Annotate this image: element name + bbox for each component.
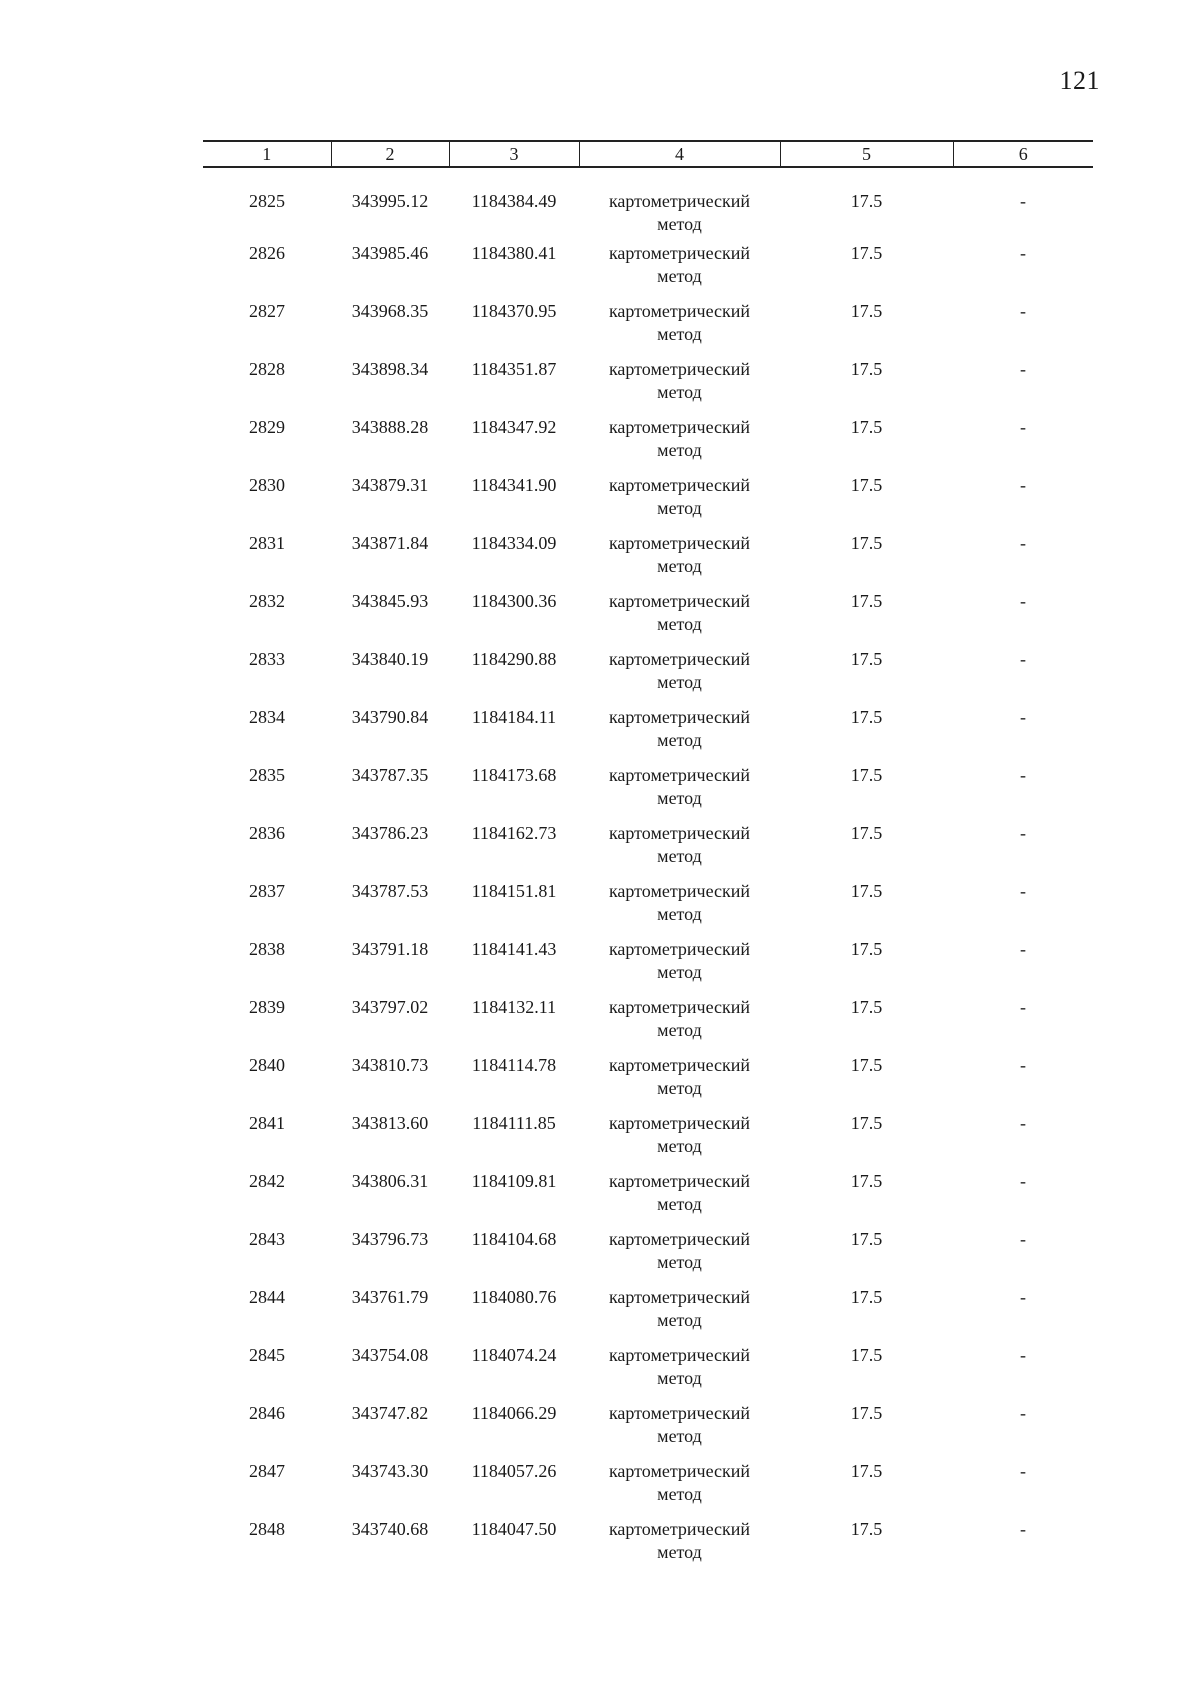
- table-row: [203, 410, 1093, 468]
- method-line-2: метод: [657, 1484, 702, 1504]
- x-coordinate-cell: 343840.19: [351, 649, 429, 669]
- method-cell: [579, 874, 780, 932]
- x-coordinate-cell: 343985.46: [351, 243, 429, 263]
- method-line-1: картометрический: [608, 533, 751, 553]
- x-coordinate-cell: 343747.82: [351, 1403, 429, 1423]
- table-row: [203, 468, 1093, 526]
- y-coordinate-cell: 1184047.50: [471, 1519, 557, 1539]
- method-line-1: картометрический: [608, 417, 751, 437]
- point-number-cell: 2848: [249, 1519, 285, 1539]
- method-line-1: картометрический: [608, 1055, 751, 1075]
- method-line-2: метод: [657, 1078, 702, 1098]
- table-row: [203, 990, 1093, 1048]
- method-line-2: метод: [657, 266, 702, 286]
- table-row: [203, 1280, 1093, 1338]
- note-cell: -: [1020, 765, 1026, 785]
- method-line-2: метод: [657, 1542, 702, 1562]
- accuracy-cell: 17.5: [850, 1461, 883, 1481]
- method-cell: [579, 1280, 780, 1338]
- table-row: [203, 874, 1093, 932]
- note-cell: -: [1020, 243, 1026, 263]
- method-line-2: метод: [657, 214, 702, 234]
- method-line-1: картометрический: [608, 1519, 751, 1539]
- note-cell: -: [1020, 1229, 1026, 1249]
- table-row: [203, 352, 1093, 410]
- accuracy-cell: 17.5: [850, 1113, 883, 1133]
- y-coordinate-cell: 1184104.68: [471, 1229, 557, 1249]
- method-line-2: метод: [657, 1426, 702, 1446]
- method-line-2: метод: [657, 904, 702, 924]
- note-cell: -: [1020, 1403, 1026, 1423]
- method-line-2: метод: [657, 1310, 702, 1330]
- point-number-cell: 2846: [249, 1403, 285, 1423]
- accuracy-cell: 17.5: [850, 591, 883, 611]
- method-cell: [579, 816, 780, 874]
- method-cell: [579, 167, 780, 236]
- method-line-2: метод: [657, 1252, 702, 1272]
- point-number-cell: 2840: [249, 1055, 285, 1075]
- point-number-cell: 2834: [249, 707, 285, 727]
- point-number-cell: 2827: [249, 301, 285, 321]
- table-row: [203, 1106, 1093, 1164]
- method-line-2: метод: [657, 1020, 702, 1040]
- note-cell: -: [1020, 939, 1026, 959]
- method-line-2: метод: [657, 324, 702, 344]
- method-line-2: метод: [657, 846, 702, 866]
- point-number-cell: 2830: [249, 475, 285, 495]
- method-line-1: картометрический: [608, 649, 751, 669]
- note-cell: -: [1020, 1171, 1026, 1191]
- note-cell: -: [1020, 649, 1026, 669]
- point-number-cell: 2847: [249, 1461, 285, 1481]
- table-row: [203, 1338, 1093, 1396]
- method-cell: [579, 700, 780, 758]
- table-row: [203, 816, 1093, 874]
- page-number: 121: [1059, 66, 1100, 95]
- method-line-1: картометрический: [608, 475, 751, 495]
- column-header-1: 1: [203, 141, 331, 167]
- y-coordinate-cell: 1184162.73: [471, 823, 557, 843]
- table-row: [203, 1396, 1093, 1454]
- note-cell: -: [1020, 1519, 1026, 1539]
- table-row: [203, 526, 1093, 584]
- x-coordinate-cell: 343871.84: [351, 533, 429, 553]
- table-row: [203, 584, 1093, 642]
- accuracy-cell: 17.5: [850, 417, 883, 437]
- point-number-cell: 2828: [249, 359, 285, 379]
- point-number-cell: 2831: [249, 533, 285, 553]
- method-line-1: картометрический: [608, 1461, 751, 1481]
- note-cell: -: [1020, 301, 1026, 321]
- x-coordinate-cell: 343786.23: [351, 823, 429, 843]
- note-cell: -: [1020, 1055, 1026, 1075]
- method-line-1: картометрический: [608, 997, 751, 1017]
- accuracy-cell: 17.5: [850, 939, 883, 959]
- method-line-1: картометрический: [608, 191, 751, 211]
- y-coordinate-cell: 1184074.24: [471, 1345, 557, 1365]
- accuracy-cell: 17.5: [850, 1345, 883, 1365]
- table-row: [203, 758, 1093, 816]
- method-line-2: метод: [657, 614, 702, 634]
- note-cell: -: [1020, 997, 1026, 1017]
- method-cell: [579, 1106, 780, 1164]
- x-coordinate-cell: 343797.02: [351, 997, 429, 1017]
- method-line-1: картометрический: [608, 1403, 751, 1423]
- table-row: [203, 700, 1093, 758]
- point-number-cell: 2826: [249, 243, 285, 263]
- method-line-1: картометрический: [608, 881, 751, 901]
- x-coordinate-cell: 343787.35: [351, 765, 429, 785]
- x-coordinate-cell: 343790.84: [351, 707, 429, 727]
- table-row: [203, 1164, 1093, 1222]
- method-line-1: картометрический: [608, 939, 751, 959]
- y-coordinate-cell: 1184111.85: [472, 1113, 556, 1133]
- method-line-2: метод: [657, 498, 702, 518]
- accuracy-cell: 17.5: [850, 533, 883, 553]
- accuracy-cell: 17.5: [850, 243, 883, 263]
- point-number-cell: 2832: [249, 591, 285, 611]
- method-line-1: картометрический: [608, 765, 751, 785]
- table-header: [203, 141, 1093, 167]
- method-cell: [579, 1396, 780, 1454]
- x-coordinate-cell: 343810.73: [351, 1055, 429, 1075]
- method-cell: [579, 468, 780, 526]
- method-line-2: метод: [657, 382, 702, 402]
- table-row: [203, 236, 1093, 294]
- note-cell: -: [1020, 1287, 1026, 1307]
- method-cell: [579, 1512, 780, 1570]
- accuracy-cell: 17.5: [850, 1229, 883, 1249]
- note-cell: -: [1020, 417, 1026, 437]
- x-coordinate-cell: 343995.12: [351, 191, 429, 211]
- table-row: [203, 1454, 1093, 1512]
- method-cell: [579, 990, 780, 1048]
- y-coordinate-cell: 1184057.26: [471, 1461, 557, 1481]
- method-line-1: картометрический: [608, 1171, 751, 1191]
- note-cell: -: [1020, 1345, 1026, 1365]
- x-coordinate-cell: 343888.28: [351, 417, 429, 437]
- method-line-1: картометрический: [608, 301, 751, 321]
- y-coordinate-cell: 1184114.78: [471, 1055, 557, 1075]
- x-coordinate-cell: 343879.31: [351, 475, 429, 495]
- x-coordinate-cell: 343791.18: [351, 939, 429, 959]
- point-number-cell: 2835: [249, 765, 285, 785]
- y-coordinate-cell: 1184380.41: [471, 243, 557, 263]
- table-row: [203, 167, 1093, 236]
- table-row: [203, 1222, 1093, 1280]
- point-number-cell: 2825: [249, 191, 285, 211]
- point-number-cell: 2842: [249, 1171, 285, 1191]
- table-row: [203, 932, 1093, 990]
- accuracy-cell: 17.5: [850, 997, 883, 1017]
- method-cell: [579, 758, 780, 816]
- y-coordinate-cell: 1184109.81: [471, 1171, 557, 1191]
- y-coordinate-cell: 1184290.88: [471, 649, 557, 669]
- method-line-1: картометрический: [608, 243, 751, 263]
- accuracy-cell: 17.5: [850, 475, 883, 495]
- note-cell: -: [1020, 475, 1026, 495]
- accuracy-cell: 17.5: [850, 1171, 883, 1191]
- method-line-2: метод: [657, 556, 702, 576]
- x-coordinate-cell: 343845.93: [351, 591, 429, 611]
- point-number-cell: 2844: [249, 1287, 285, 1307]
- method-line-1: картометрический: [608, 1229, 751, 1249]
- table-row: [203, 1048, 1093, 1106]
- method-line-2: метод: [657, 1194, 702, 1214]
- x-coordinate-cell: 343813.60: [351, 1113, 429, 1133]
- point-number-cell: 2833: [249, 649, 285, 669]
- point-number-cell: 2837: [249, 881, 285, 901]
- point-number-cell: 2845: [249, 1345, 285, 1365]
- method-cell: [579, 1222, 780, 1280]
- method-cell: [579, 352, 780, 410]
- accuracy-cell: 17.5: [850, 191, 883, 211]
- accuracy-cell: 17.5: [850, 1403, 883, 1423]
- note-cell: -: [1020, 359, 1026, 379]
- y-coordinate-cell: 1184370.95: [471, 301, 557, 321]
- method-cell: [579, 1164, 780, 1222]
- accuracy-cell: 17.5: [850, 301, 883, 321]
- column-header-4: 4: [579, 141, 780, 167]
- note-cell: -: [1020, 823, 1026, 843]
- point-number-cell: 2839: [249, 997, 285, 1017]
- y-coordinate-cell: 1184080.76: [471, 1287, 557, 1307]
- y-coordinate-cell: 1184184.11: [471, 707, 557, 727]
- method-line-1: картометрический: [608, 591, 751, 611]
- x-coordinate-cell: 343787.53: [351, 881, 429, 901]
- column-header-6: 6: [953, 141, 1093, 167]
- column-header-3: 3: [449, 141, 579, 167]
- method-cell: [579, 642, 780, 700]
- y-coordinate-cell: 1184132.11: [471, 997, 557, 1017]
- method-cell: [579, 1454, 780, 1512]
- table-body: [203, 167, 1093, 1570]
- accuracy-cell: 17.5: [850, 881, 883, 901]
- note-cell: -: [1020, 881, 1026, 901]
- x-coordinate-cell: 343806.31: [351, 1171, 429, 1191]
- method-line-1: картометрический: [608, 823, 751, 843]
- x-coordinate-cell: 343740.68: [351, 1519, 429, 1539]
- method-line-2: метод: [657, 788, 702, 808]
- y-coordinate-cell: 1184300.36: [471, 591, 557, 611]
- x-coordinate-cell: 343898.34: [351, 359, 429, 379]
- accuracy-cell: 17.5: [850, 649, 883, 669]
- table-row: [203, 294, 1093, 352]
- point-number-cell: 2843: [249, 1229, 285, 1249]
- header-row: [203, 141, 1093, 167]
- point-number-cell: 2829: [249, 417, 285, 437]
- method-line-2: метод: [657, 962, 702, 982]
- x-coordinate-cell: 343968.35: [351, 301, 429, 321]
- accuracy-cell: 17.5: [850, 359, 883, 379]
- method-cell: [579, 1048, 780, 1106]
- method-line-2: метод: [657, 672, 702, 692]
- method-line-1: картометрический: [608, 1113, 751, 1133]
- accuracy-cell: 17.5: [850, 823, 883, 843]
- method-line-2: метод: [657, 1136, 702, 1156]
- y-coordinate-cell: 1184334.09: [471, 533, 557, 553]
- note-cell: -: [1020, 1113, 1026, 1133]
- method-cell: [579, 1338, 780, 1396]
- method-cell: [579, 236, 780, 294]
- method-line-2: метод: [657, 730, 702, 750]
- coordinates-table: [203, 140, 1093, 1570]
- point-number-cell: 2838: [249, 939, 285, 959]
- accuracy-cell: 17.5: [850, 707, 883, 727]
- note-cell: -: [1020, 591, 1026, 611]
- accuracy-cell: 17.5: [850, 765, 883, 785]
- y-coordinate-cell: 1184151.81: [471, 881, 557, 901]
- method-cell: [579, 294, 780, 352]
- column-header-2: 2: [331, 141, 449, 167]
- column-header-5: 5: [780, 141, 953, 167]
- method-line-1: картометрический: [608, 1345, 751, 1365]
- method-line-2: метод: [657, 440, 702, 460]
- table-row: [203, 1512, 1093, 1570]
- y-coordinate-cell: 1184384.49: [471, 191, 557, 211]
- accuracy-cell: 17.5: [850, 1519, 883, 1539]
- accuracy-cell: 17.5: [850, 1055, 883, 1075]
- method-cell: [579, 584, 780, 642]
- y-coordinate-cell: 1184173.68: [471, 765, 557, 785]
- y-coordinate-cell: 1184141.43: [471, 939, 557, 959]
- point-number-cell: 2841: [249, 1113, 285, 1133]
- method-line-1: картометрический: [608, 707, 751, 727]
- x-coordinate-cell: 343761.79: [351, 1287, 429, 1307]
- method-line-1: картометрический: [608, 1287, 751, 1307]
- note-cell: -: [1020, 1461, 1026, 1481]
- note-cell: -: [1020, 707, 1026, 727]
- x-coordinate-cell: 343754.08: [351, 1345, 429, 1365]
- method-cell: [579, 526, 780, 584]
- x-coordinate-cell: 343743.30: [351, 1461, 429, 1481]
- note-cell: -: [1020, 191, 1026, 211]
- y-coordinate-cell: 1184341.90: [471, 475, 557, 495]
- y-coordinate-cell: 1184066.29: [471, 1403, 557, 1423]
- method-cell: [579, 410, 780, 468]
- y-coordinate-cell: 1184347.92: [471, 417, 557, 437]
- method-cell: [579, 932, 780, 990]
- x-coordinate-cell: 343796.73: [351, 1229, 429, 1249]
- method-line-2: метод: [657, 1368, 702, 1388]
- method-line-1: картометрический: [608, 359, 751, 379]
- note-cell: -: [1020, 533, 1026, 553]
- table-row: [203, 642, 1093, 700]
- accuracy-cell: 17.5: [850, 1287, 883, 1307]
- y-coordinate-cell: 1184351.87: [471, 359, 557, 379]
- point-number-cell: 2836: [249, 823, 285, 843]
